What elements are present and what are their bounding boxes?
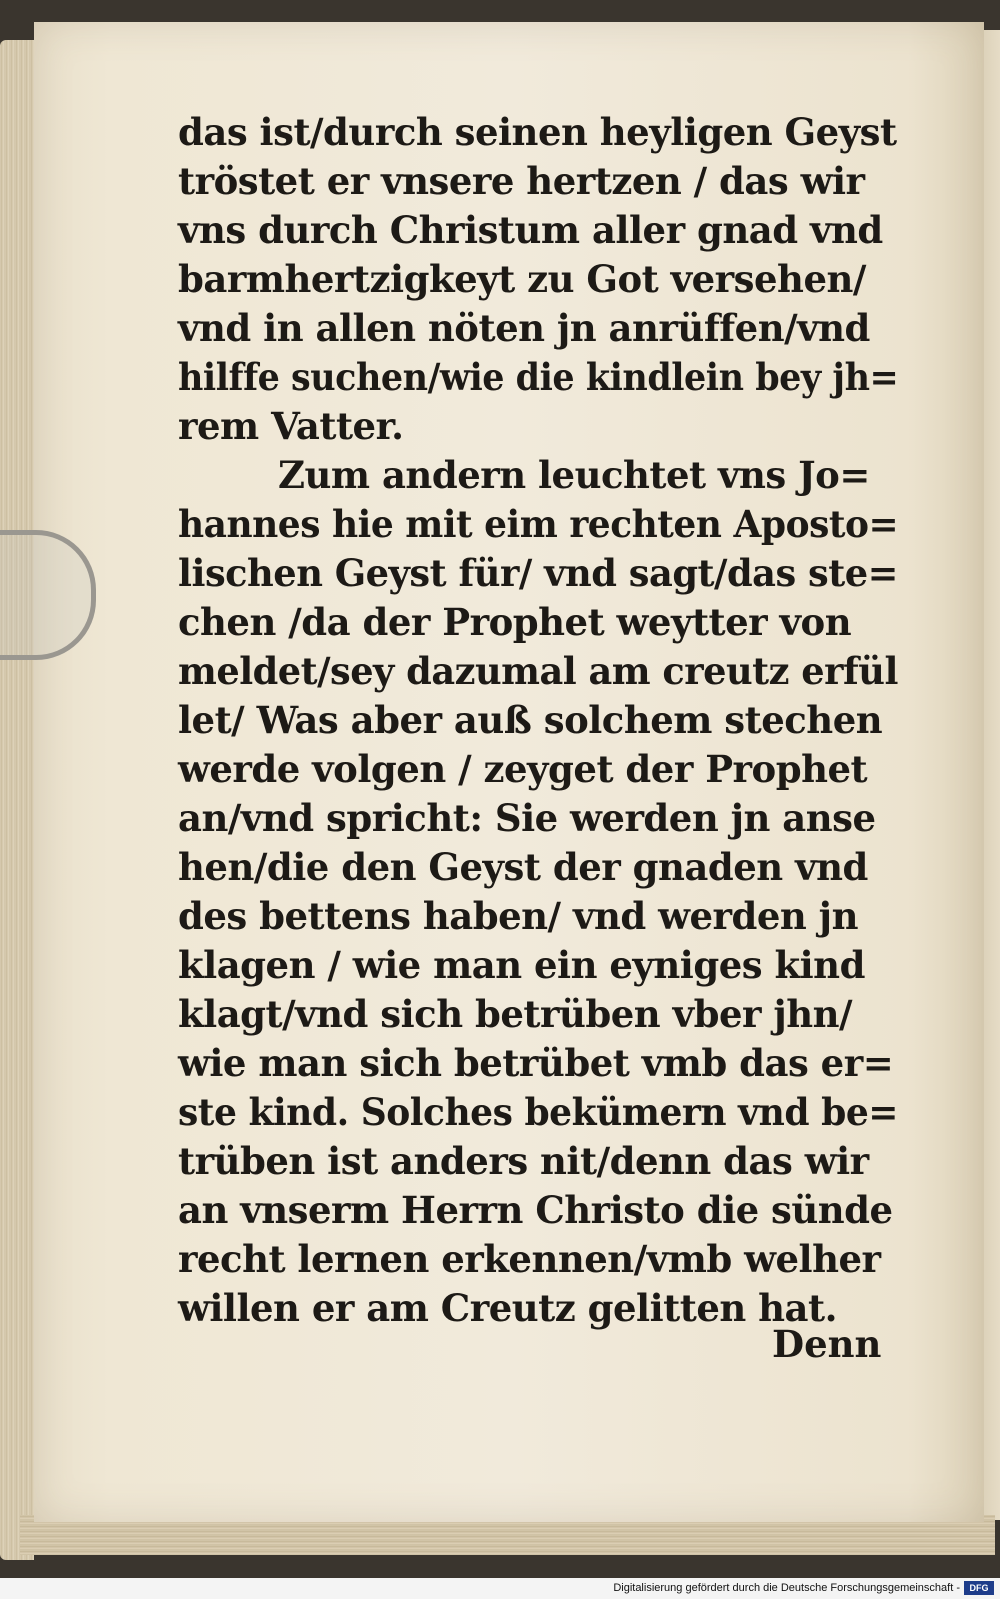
text-line: hen/die den Geyst der gnaden vnd — [178, 845, 868, 889]
text-line: an vnserm Herrn Christo die sünde — [178, 1188, 893, 1232]
text-line: vnd in allen nöten jn anrüffen/vnd — [178, 306, 870, 350]
text-line: barmhertzigkeyt zu Got versehen/ — [178, 257, 866, 301]
page-text — [178, 108, 898, 1333]
text-line: wie man sich betrübet vmb das er= — [178, 1041, 894, 1085]
text-line: ste kind. Solches bekümern vnd be= — [178, 1090, 898, 1134]
text-line: rem Vatter. — [178, 404, 404, 448]
text-line: recht lernen erkennen/vmb welher — [178, 1237, 881, 1281]
text-line: vns durch Christum aller gnad vnd — [178, 208, 883, 252]
text-line: trüben ist anders nit/denn das wir — [178, 1139, 869, 1183]
text-line: willen er am Creutz gelitten hat. — [178, 1286, 838, 1330]
text-line: klagen / wie man ein eyniges kind — [178, 943, 865, 987]
text-line: das ist/durch seinen heyligen Geyst — [178, 110, 897, 154]
book-edge-left — [0, 40, 34, 1560]
dfg-logo-icon: DFG — [964, 1581, 994, 1595]
text-line: chen /da der Prophet weytter von — [178, 600, 852, 644]
footer-credit: Digitalisierung gefördert durch die Deutsche Forschungsgemeinschaft - — [613, 1582, 960, 1594]
text-line: hilffe suchen/wie die kindlein bey jh= — [178, 355, 899, 399]
text-line: let/ Was aber auß solchem stechen — [178, 698, 883, 742]
text-line: werde volgen / zeyget der Prophet — [178, 747, 868, 791]
catchword: Denn — [772, 1322, 882, 1366]
text-line: hannes hie mit eim rechten Aposto= — [178, 502, 899, 546]
text-line-indented: Zum andern leuchtet vns Jo= — [278, 453, 870, 497]
text-line: lischen Geyst für/ vnd sagt/das ste= — [178, 551, 898, 595]
text-line: des bettens haben/ vnd werden jn — [178, 894, 858, 938]
text-line: klagt/vnd sich betrüben vber jhn/ — [178, 992, 853, 1036]
text-line: an/vnd spricht: Sie werden jn anse — [178, 796, 876, 840]
text-line: meldet/sey dazumal am creutz erfül — [178, 649, 898, 693]
text-line: tröstet er vnsere hertzen / das wir — [178, 159, 865, 203]
